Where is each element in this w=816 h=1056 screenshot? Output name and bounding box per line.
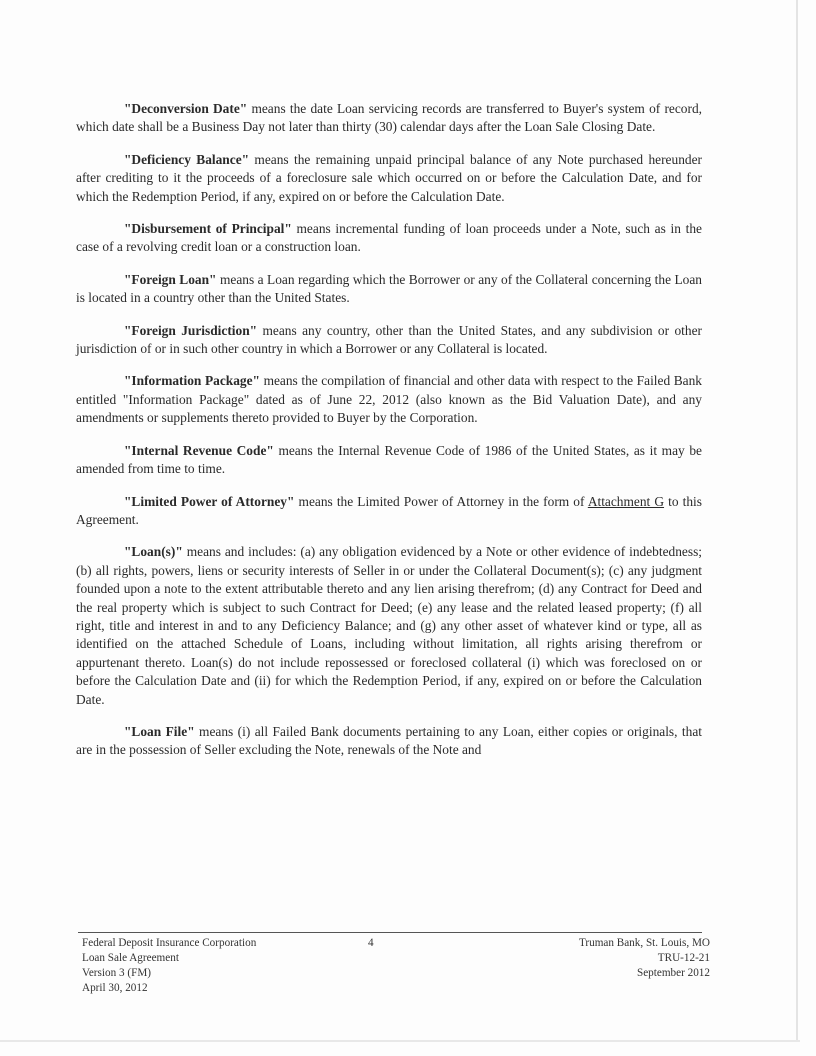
- definitions-body: [76, 100, 702, 774]
- definition-term: "Deficiency Balance": [124, 151, 250, 167]
- definition-deficiency-balance: [76, 151, 702, 206]
- definition-term: "Loan(s)": [124, 544, 183, 560]
- footer-deal-date: September 2012: [636, 967, 710, 979]
- attachment-g-reference: Attachment G: [587, 493, 665, 509]
- footer-version-date: April 30, 2012: [82, 982, 148, 994]
- definition-text: means the compilation of financial and other data with respect to the Failed Bank entitled "Information Package" dated as of June 22, 2012 (also known as the Bid Valuation Date), and any amendments or supplements thereto provided to Buyer by the Corporation.: [76, 373, 703, 426]
- definition-term: "Foreign Jurisdiction": [124, 322, 258, 338]
- definition-text: means the Limited Power of Attorney in the form of: [294, 493, 588, 509]
- footer-deal-code: TRU-12-21: [657, 952, 710, 964]
- definition-text-after: to this Agreement.: [76, 493, 702, 527]
- definition-foreign-loan: [76, 271, 702, 308]
- definition-text: means the Internal Revenue Code of 1986 of the United States, as it may be amended from time to time.: [76, 442, 702, 477]
- definition-text: means (i) all Failed Bank documents pertaining to any Loan, either copies or originals, that are in the possession of Seller excluding the Note, renewals of the Note and: [76, 723, 702, 758]
- definition-limited-power-of-attorney: [76, 493, 702, 530]
- definition-loans: [76, 543, 702, 709]
- definition-text: means a Loan regarding which the Borrower or any of the Collateral concerning the Loan is located in a country other than the United States.: [76, 271, 703, 306]
- definition-term: "Internal Revenue Code": [124, 442, 274, 458]
- footer-agreement-name: Loan Sale Agreement: [82, 952, 179, 964]
- definition-foreign-jurisdiction: [76, 322, 702, 359]
- definition-text: means incremental funding of loan proceeds under a Note, such as in the case of a revolving credit loan or a construction loan.: [76, 221, 702, 255]
- definition-term: "Limited Power of Attorney": [124, 493, 295, 509]
- definition-term: "Foreign Loan": [124, 271, 217, 287]
- definition-term: "Loan File": [124, 723, 195, 739]
- definition-disbursement-of-principal: [76, 220, 702, 257]
- definition-deconversion-date: [76, 100, 702, 137]
- footer-version: Version 3 (FM): [82, 967, 151, 979]
- footer-left-block: [82, 936, 256, 996]
- definition-text: means any country, other than the United States, and any subdivision or other jurisdiction of or in such other country in which a Borrower or any Collateral is located.: [76, 322, 702, 357]
- footer-agency: Federal Deposit Insurance Corporation: [82, 937, 257, 949]
- definition-text: means the date Loan servicing records are transferred to Buyer's system of record, which date shall be a Business Day not later than thirty (30) calendar days after the Loan Sale Closing Date.: [76, 101, 702, 135]
- definition-term: "Deconversion Date": [124, 101, 248, 116]
- definition-term: "Information Package": [124, 373, 260, 389]
- definition-text: means and includes: (a) any obligation evidenced by a Note or other evidence of indebtedness; (b) all rights, powers, liens or security interests of Seller in or under the Collateral Document(s); (c) any judgment founded upon a note to the extent attributable thereto and any lien arising therefrom; (d) any Contract for Deed and the real property which is subject to such Contract for Deed; (e) any lease and the related leased property; (f) all right, title and interest in and to any Deficiency Balance; and (g) any other asset of whatever kind or type, all as identified on the attached Schedule of Loans, including without limitation, all rights arising therefrom or appurtenant thereto. Loan(s) do not include repossessed or foreclosed collateral (i) which was foreclosed on or before the Calculation Date and (ii) for which the Redemption Period, if any, expired on or before the Calculation Date.: [76, 544, 702, 707]
- footer-rule: [78, 932, 702, 933]
- footer-bank-name: Truman Bank, St. Louis, MO: [578, 937, 710, 949]
- page-number: 4: [368, 937, 374, 949]
- definition-loan-file: [76, 723, 702, 760]
- footer-right-block: [579, 936, 710, 981]
- definition-text: means the remaining unpaid principal balance of any Note purchased hereunder after crediting to it the proceeds of a foreclosure sale which occurred on or before the Calculation Date, and for which the Redemption Period, if any, expired on or before the Calculation Date.: [76, 151, 702, 204]
- definition-internal-revenue-code: [76, 442, 702, 479]
- scan-bottom-shadow: [0, 1040, 800, 1042]
- definition-information-package: [76, 372, 702, 427]
- scan-edge-shadow: [796, 0, 798, 1040]
- definition-term: "Disbursement of Principal": [124, 221, 292, 237]
